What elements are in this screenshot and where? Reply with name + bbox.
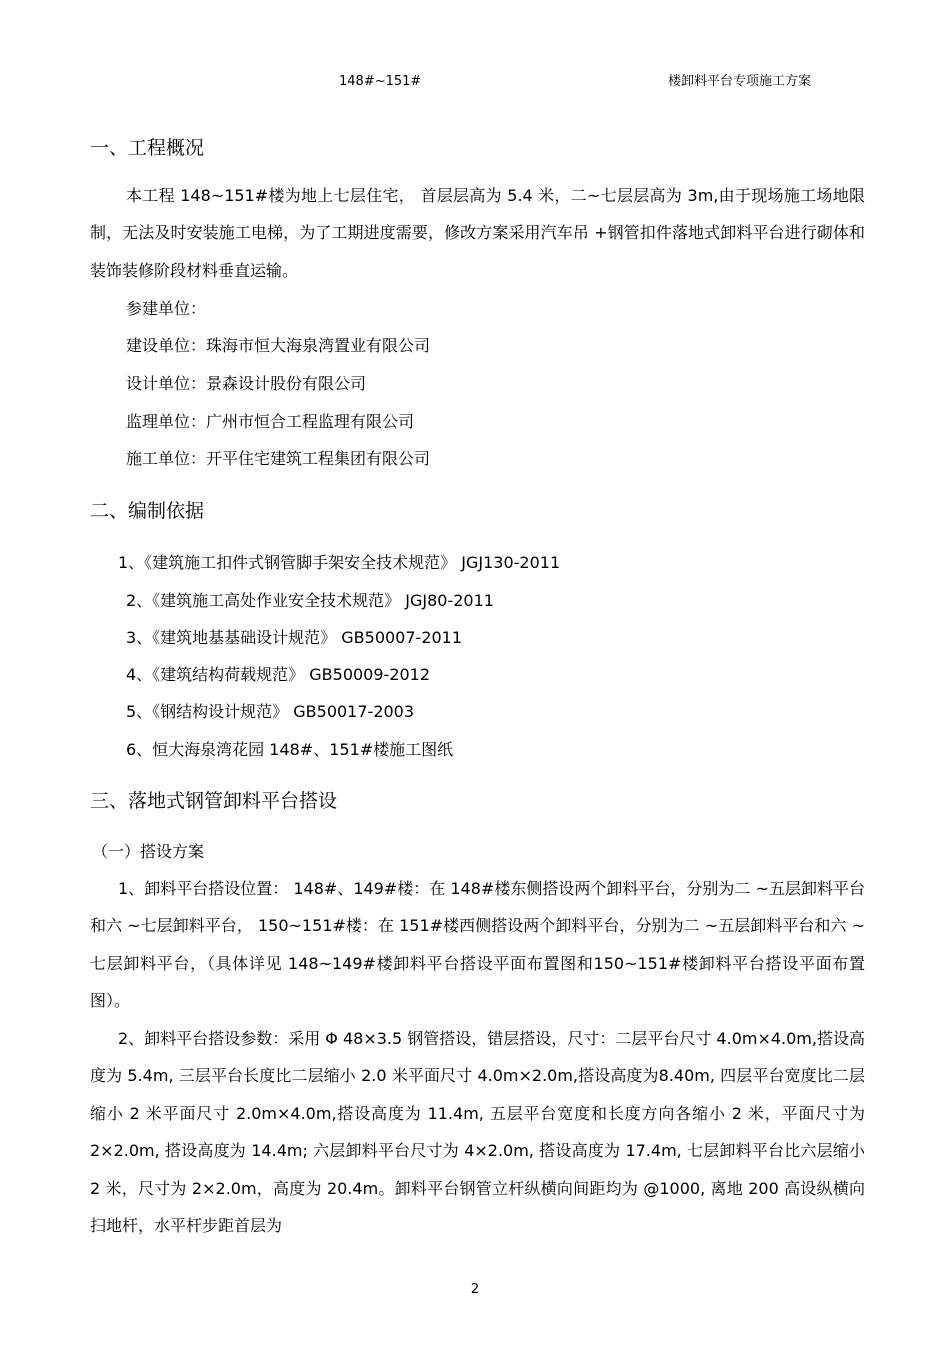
section-2-title: 二、编制依据	[90, 500, 205, 522]
participant-owner: 建设单位：珠海市恒大海泉湾置业有限公司	[126, 336, 431, 355]
subsection-title: （一）搭设方案	[92, 842, 205, 861]
reference-item: 2、《建筑施工高处作业安全技术规范》 JGJ80-2011	[126, 591, 494, 610]
reference-item: 4、《建筑结构荷载规范》 GB50009-2012	[126, 665, 431, 684]
participant-contractor: 施工单位：开平住宅建筑工程集团有限公司	[126, 449, 431, 468]
participant-designer: 设计单位：景森设计股份有限公司	[126, 374, 367, 393]
reference-item: 5、《钢结构设计规范》 GB50017-2003	[126, 702, 415, 721]
section-3-para-1: 1、卸料平台搭设位置： 148#、149#楼：在 148#楼东侧搭设两个卸料平台，分别为二 ~五层卸料平台和六 ~七层卸料平台， 150~151#楼：在 151#楼西侧搭设两个卸料平台，分别为二 ~五层卸料平台和六 ~七层卸料平台，（具体详见 148~149#楼卸料平台搭设平面布置图和150~151#楼卸料平台搭设平面布置图）。	[90, 879, 865, 1011]
reference-item: 3、《建筑地基基础设计规范》 GB50007-2011	[126, 628, 463, 647]
section-1-title: 一、工程概况	[90, 137, 205, 159]
section-1-intro: 本工程 148~151#楼为地上七层住宅， 首层层高为 5.4 米，二~七层层高为 3m,由于现场施工场地限制，无法及时安装施工电梯，为了工期进度需要，修改方案采用汽车吊 +钢管扣件落地式卸料平台进行砌体和装饰装修阶段材料垂直运输。	[90, 186, 865, 280]
participant-supervisor: 监理单位：广州市恒合工程监理有限公司	[126, 412, 415, 431]
section-3-para-2: 2、卸料平台搭设参数：采用 Φ 48×3.5 钢管搭设，错层搭设，尺寸：二层平台尺寸 4.0m×4.0m,搭设高度为 5.4m, 三层平台长度比二层缩小 2.0 米平面尺寸 4.0m×2.0m,搭设高度为8.40m, 四层平台宽度比二层缩小 2 米平面尺寸 2.0m×4.0m,搭设高度为 11.4m, 五层平台宽度和长度方向各缩小 2 米，平面尺寸为 2×2.0m, 搭设高度为 14.4m; 六层卸料平台尺寸为 4×2.0m, 搭设高度为 17.4m, 七层卸料平台比六层缩小 2 米，尺寸为 2×2.0m，高度为 20.4m。卸料平台钢管立杆纵横向间距均为 @1000, 离地 200 高设纵横向扫地杆，水平杆步距首层为	[90, 1029, 865, 1236]
reference-item: 1、《建筑施工扣件式钢管脚手架安全技术规范》 JGJ130-2011	[118, 553, 561, 572]
section-3-title: 三、落地式钢管卸料平台搭设	[90, 790, 338, 812]
header-right: 楼卸料平台专项施工方案	[668, 74, 812, 89]
page-number: 2	[470, 1282, 480, 1297]
participants-label: 参建单位：	[126, 299, 207, 318]
header-left: 148#~151#	[339, 74, 422, 89]
reference-item: 6、恒大海泉湾花园 148#、151#楼施工图纸	[126, 740, 454, 759]
